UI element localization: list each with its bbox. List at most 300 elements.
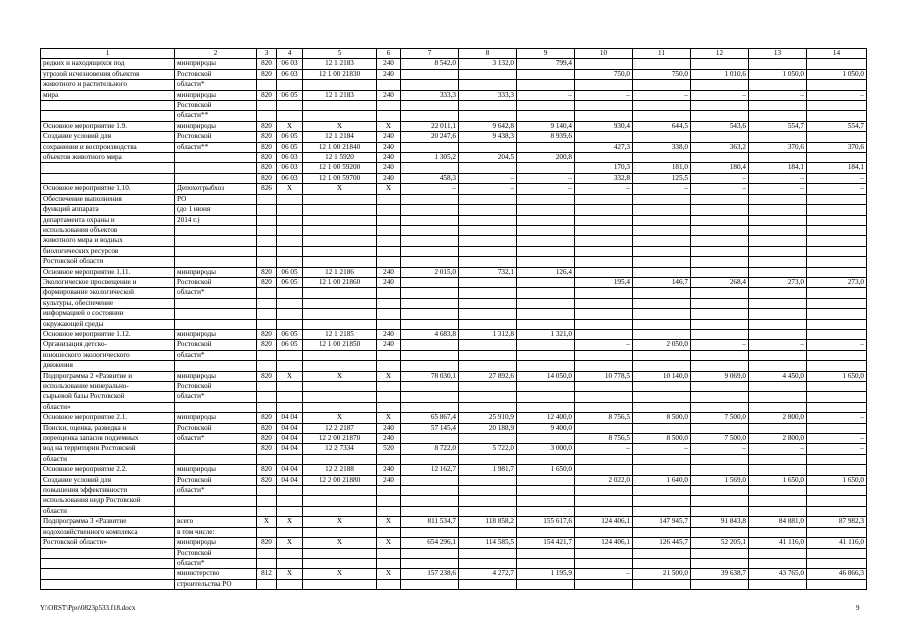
cell-col-1: угрозой исчезновения объектов [41, 69, 175, 79]
cell-col-10 [575, 579, 633, 589]
column-number-row [41, 49, 867, 59]
cell-col-2: минприроды [175, 465, 257, 475]
cell-col-1: Основное мероприятие 1.10. [41, 184, 175, 194]
cell-col-6: 240 [377, 173, 401, 183]
cell-col-3 [257, 382, 277, 392]
cell-col-4: 06 03 [277, 153, 303, 163]
cell-col-10: 170,3 [575, 163, 633, 173]
cell-col-5 [303, 80, 377, 90]
cell-col-14: 1 050,0 [807, 69, 867, 79]
cell-col-14 [807, 527, 867, 537]
cell-col-8 [459, 558, 517, 568]
cell-col-5 [303, 319, 377, 329]
cell-col-12 [691, 382, 749, 392]
cell-col-14 [807, 392, 867, 402]
cell-col-14 [807, 59, 867, 69]
cell-col-8 [459, 496, 517, 506]
cell-col-14 [807, 496, 867, 506]
cell-col-1: использование минерально- [41, 382, 175, 392]
cell-col-11 [633, 309, 691, 319]
cell-col-10 [575, 288, 633, 298]
cell-col-5 [303, 225, 377, 235]
cell-col-12 [691, 246, 749, 256]
cell-col-12 [691, 101, 749, 111]
table-row [41, 548, 867, 558]
cell-col-2: области* [175, 80, 257, 90]
cell-col-8 [459, 215, 517, 225]
cell-col-6 [377, 80, 401, 90]
table-row [41, 153, 867, 163]
cell-col-7 [401, 142, 459, 152]
cell-col-10: 124 406,1 [575, 538, 633, 548]
cell-col-8: 1 312,8 [459, 329, 517, 339]
cell-col-5 [303, 236, 377, 246]
table-row [41, 142, 867, 152]
cell-col-13 [749, 423, 807, 433]
cell-col-12 [691, 215, 749, 225]
cell-col-5 [303, 257, 377, 267]
cell-col-6: 240 [377, 153, 401, 163]
cell-col-6 [377, 194, 401, 204]
cell-col-10 [575, 486, 633, 496]
cell-col-7: 12 162,7 [401, 465, 459, 475]
cell-col-5: 12 1 2186 [303, 267, 377, 277]
cell-col-9 [517, 558, 575, 568]
cell-col-12: 543,6 [691, 121, 749, 131]
cell-col-7 [401, 277, 459, 287]
cell-col-12 [691, 486, 749, 496]
cell-col-6: 240 [377, 59, 401, 69]
cell-col-9 [517, 101, 575, 111]
cell-col-13: 1 050,0 [749, 69, 807, 79]
cell-col-4 [277, 527, 303, 537]
cell-col-12: 1 569,0 [691, 475, 749, 485]
cell-col-12 [691, 579, 749, 589]
cell-col-2 [175, 319, 257, 329]
cell-col-14 [807, 506, 867, 516]
cell-col-6 [377, 309, 401, 319]
cell-col-10 [575, 506, 633, 516]
cell-col-7 [401, 215, 459, 225]
cell-col-12: 7 500,0 [691, 413, 749, 423]
cell-col-5 [303, 579, 377, 589]
cell-col-2: Ростовской [175, 475, 257, 485]
cell-col-6 [377, 257, 401, 267]
table-row [41, 413, 867, 423]
cell-col-1: Основное мероприятие 2.2. [41, 465, 175, 475]
cell-col-14: 184,1 [807, 163, 867, 173]
cell-col-13 [749, 59, 807, 69]
cell-col-11 [633, 236, 691, 246]
cell-col-10 [575, 298, 633, 308]
cell-col-13 [749, 465, 807, 475]
cell-col-12 [691, 319, 749, 329]
cell-col-7 [401, 340, 459, 350]
cell-col-11: 21 500,0 [633, 569, 691, 579]
table-row [41, 90, 867, 100]
cell-col-14 [807, 215, 867, 225]
cell-col-8: 1 981,7 [459, 465, 517, 475]
cell-col-11 [633, 454, 691, 464]
cell-col-9 [517, 350, 575, 360]
table-row [41, 402, 867, 412]
cell-col-13: – [749, 90, 807, 100]
cell-col-13 [749, 329, 807, 339]
cell-col-12 [691, 465, 749, 475]
cell-col-5 [303, 454, 377, 464]
cell-col-4: X [277, 121, 303, 131]
cell-col-3 [257, 350, 277, 360]
cell-col-10: 2 022,0 [575, 475, 633, 485]
cell-col-1 [41, 579, 175, 589]
cell-col-3 [257, 225, 277, 235]
cell-col-4 [277, 558, 303, 568]
cell-col-10 [575, 496, 633, 506]
cell-col-2: строительства РО [175, 579, 257, 589]
cell-col-7 [401, 382, 459, 392]
cell-col-12 [691, 527, 749, 537]
cell-col-10 [575, 236, 633, 246]
cell-col-2: Ростовской [175, 423, 257, 433]
cell-col-8 [459, 392, 517, 402]
cell-col-8 [459, 205, 517, 215]
cell-col-2: области** [175, 142, 257, 152]
cell-col-3 [257, 361, 277, 371]
cell-col-3: 812 [257, 569, 277, 579]
cell-col-8: – [459, 184, 517, 194]
cell-col-13: 370,6 [749, 142, 807, 152]
cell-col-14: 1 650,0 [807, 371, 867, 381]
cell-col-13 [749, 80, 807, 90]
table-row [41, 361, 867, 371]
cell-col-7 [401, 194, 459, 204]
cell-col-7 [401, 309, 459, 319]
cell-col-9 [517, 527, 575, 537]
cell-col-4 [277, 382, 303, 392]
cell-col-3 [257, 246, 277, 256]
cell-col-5: 12 2 2187 [303, 423, 377, 433]
cell-col-2 [175, 173, 257, 183]
cell-col-5: 12 2 7334 [303, 444, 377, 454]
table-row [41, 184, 867, 194]
cell-col-2 [175, 298, 257, 308]
cell-col-14 [807, 329, 867, 339]
cell-col-1: животного и растительного [41, 80, 175, 90]
cell-col-11 [633, 579, 691, 589]
cell-col-11 [633, 402, 691, 412]
cell-col-13 [749, 194, 807, 204]
cell-col-12: 9 069,0 [691, 371, 749, 381]
cell-col-9 [517, 288, 575, 298]
table-row [41, 121, 867, 131]
cell-col-14: 41 116,0 [807, 538, 867, 548]
cell-col-13 [749, 454, 807, 464]
cell-col-7: 8 542,0 [401, 59, 459, 69]
cell-col-6 [377, 527, 401, 537]
cell-col-8 [459, 527, 517, 537]
cell-col-6 [377, 361, 401, 371]
cell-col-1 [41, 569, 175, 579]
cell-col-4 [277, 80, 303, 90]
cell-col-4: 06 05 [277, 340, 303, 350]
cell-col-10: – [575, 569, 633, 579]
cell-col-13 [749, 225, 807, 235]
cell-col-13 [749, 350, 807, 360]
cell-col-9 [517, 246, 575, 256]
cell-col-5: 12 1 00 59700 [303, 173, 377, 183]
cell-col-11 [633, 59, 691, 69]
cell-col-10 [575, 225, 633, 235]
cell-col-4 [277, 319, 303, 329]
cell-col-14 [807, 153, 867, 163]
cell-col-13: 41 116,0 [749, 538, 807, 548]
cell-col-7 [401, 454, 459, 464]
cell-col-9 [517, 392, 575, 402]
cell-col-2: минприроды [175, 59, 257, 69]
cell-col-12 [691, 111, 749, 121]
cell-col-13 [749, 236, 807, 246]
cell-col-5: X [303, 184, 377, 194]
cell-col-11 [633, 205, 691, 215]
cell-col-2 [175, 454, 257, 464]
cell-col-12 [691, 350, 749, 360]
cell-col-9 [517, 225, 575, 235]
cell-col-1: использования объектов [41, 225, 175, 235]
cell-col-12: – [691, 340, 749, 350]
cell-col-9 [517, 80, 575, 90]
cell-col-10: 8 756,5 [575, 413, 633, 423]
cell-col-12 [691, 423, 749, 433]
cell-col-6 [377, 486, 401, 496]
cell-col-4 [277, 454, 303, 464]
cell-col-10 [575, 267, 633, 277]
cell-col-1: формирование экологической [41, 288, 175, 298]
document-file-path: Y:\ORST\Ppo\0823p533.f18.docx [40, 604, 136, 612]
cell-col-3: 820 [257, 121, 277, 131]
cell-col-9 [517, 277, 575, 287]
cell-col-4: 06 05 [277, 142, 303, 152]
cell-col-6: X [377, 413, 401, 423]
cell-col-1 [41, 173, 175, 183]
cell-col-9 [517, 434, 575, 444]
cell-col-3 [257, 215, 277, 225]
cell-col-11 [633, 153, 691, 163]
cell-col-13 [749, 288, 807, 298]
cell-col-5: 12 1 00 21850 [303, 340, 377, 350]
cell-col-9: 8 939,6 [517, 132, 575, 142]
cell-col-4 [277, 392, 303, 402]
cell-col-6: 240 [377, 340, 401, 350]
cell-col-5 [303, 246, 377, 256]
cell-col-5 [303, 288, 377, 298]
cell-col-14 [807, 298, 867, 308]
cell-col-9 [517, 142, 575, 152]
cell-col-3 [257, 205, 277, 215]
cell-col-5: 5 [303, 49, 377, 59]
table-row [41, 163, 867, 173]
cell-col-7: 65 867,4 [401, 413, 459, 423]
cell-col-4 [277, 194, 303, 204]
cell-col-12 [691, 225, 749, 235]
cell-col-11 [633, 257, 691, 267]
cell-col-9: – [517, 90, 575, 100]
cell-col-6: 240 [377, 267, 401, 277]
cell-col-11 [633, 496, 691, 506]
cell-col-10 [575, 423, 633, 433]
cell-col-12: 7 500,0 [691, 434, 749, 444]
cell-col-11 [633, 288, 691, 298]
cell-col-10 [575, 80, 633, 90]
cell-col-6: 240 [377, 423, 401, 433]
cell-col-4 [277, 548, 303, 558]
cell-col-1 [41, 111, 175, 121]
cell-col-7 [401, 236, 459, 246]
cell-col-2: минприроды [175, 121, 257, 131]
cell-col-11: 644,5 [633, 121, 691, 131]
cell-col-5 [303, 215, 377, 225]
cell-col-8 [459, 80, 517, 90]
table-row [41, 101, 867, 111]
cell-col-8: 25 910,9 [459, 413, 517, 423]
cell-col-10 [575, 454, 633, 464]
cell-col-12: 52 205,1 [691, 538, 749, 548]
cell-col-7 [401, 80, 459, 90]
table-row [41, 340, 867, 350]
cell-col-6 [377, 558, 401, 568]
cell-col-14: 1 650,0 [807, 475, 867, 485]
cell-col-3: 820 [257, 132, 277, 142]
cell-col-9: 799,4 [517, 59, 575, 69]
cell-col-7: 22 011,1 [401, 121, 459, 131]
cell-col-12 [691, 257, 749, 267]
cell-col-9: – [517, 173, 575, 183]
cell-col-11: 146,7 [633, 277, 691, 287]
cell-col-14 [807, 225, 867, 235]
cell-col-9 [517, 486, 575, 496]
cell-col-7 [401, 402, 459, 412]
cell-col-3: 820 [257, 465, 277, 475]
cell-col-10 [575, 548, 633, 558]
cell-col-1: Основное мероприятие 1.12. [41, 329, 175, 339]
table-row [41, 69, 867, 79]
cell-col-3: 820 [257, 277, 277, 287]
cell-col-12 [691, 392, 749, 402]
cell-col-8 [459, 475, 517, 485]
cell-col-2 [175, 309, 257, 319]
cell-col-4 [277, 350, 303, 360]
cell-col-8 [459, 454, 517, 464]
cell-col-13: – [749, 173, 807, 183]
cell-col-12 [691, 288, 749, 298]
cell-col-11 [633, 101, 691, 111]
cell-col-2 [175, 361, 257, 371]
cell-col-14 [807, 132, 867, 142]
cell-col-2 [175, 402, 257, 412]
cell-col-4 [277, 101, 303, 111]
cell-col-6: X [377, 569, 401, 579]
cell-col-10 [575, 132, 633, 142]
cell-col-4: 06 05 [277, 90, 303, 100]
cell-col-1: переоценка запасов подземных [41, 434, 175, 444]
cell-col-1: сырьевой базы Ростовской [41, 392, 175, 402]
cell-col-4 [277, 309, 303, 319]
table-row [41, 506, 867, 516]
cell-col-12 [691, 132, 749, 142]
cell-col-4 [277, 257, 303, 267]
cell-col-10 [575, 215, 633, 225]
cell-col-8 [459, 111, 517, 121]
cell-col-3: 820 [257, 267, 277, 277]
cell-col-10: – [575, 184, 633, 194]
cell-col-8 [459, 402, 517, 412]
cell-col-13: – [749, 444, 807, 454]
cell-col-13 [749, 382, 807, 392]
cell-col-1 [41, 101, 175, 111]
table-row [41, 496, 867, 506]
cell-col-7 [401, 288, 459, 298]
cell-col-8 [459, 246, 517, 256]
cell-col-5 [303, 506, 377, 516]
cell-col-6: X [377, 517, 401, 527]
cell-col-14: 87 982,3 [807, 517, 867, 527]
cell-col-10: 195,4 [575, 277, 633, 287]
cell-col-13: 43 765,0 [749, 569, 807, 579]
cell-col-1: 1 [41, 49, 175, 59]
cell-col-5 [303, 402, 377, 412]
cell-col-5 [303, 194, 377, 204]
cell-col-11: 125,5 [633, 173, 691, 183]
cell-col-10: – [575, 444, 633, 454]
cell-col-3: 820 [257, 59, 277, 69]
cell-col-7 [401, 101, 459, 111]
cell-col-13 [749, 548, 807, 558]
cell-col-2 [175, 444, 257, 454]
cell-col-4: 04 04 [277, 444, 303, 454]
table-row [41, 288, 867, 298]
cell-col-11 [633, 548, 691, 558]
cell-col-2: области* [175, 392, 257, 402]
cell-col-13 [749, 132, 807, 142]
cell-col-3 [257, 506, 277, 516]
cell-col-10: – [575, 340, 633, 350]
cell-col-9 [517, 111, 575, 121]
cell-col-10: 124 406,1 [575, 517, 633, 527]
cell-col-3: 820 [257, 444, 277, 454]
cell-col-14 [807, 236, 867, 246]
cell-col-4 [277, 288, 303, 298]
cell-col-3 [257, 496, 277, 506]
cell-col-1: повышения эффективности [41, 486, 175, 496]
cell-col-14 [807, 267, 867, 277]
cell-col-14 [807, 558, 867, 568]
cell-col-4: 04 04 [277, 413, 303, 423]
cell-col-2: минприроды [175, 90, 257, 100]
cell-col-1: Ростовской области» [41, 538, 175, 548]
cell-col-3: 820 [257, 153, 277, 163]
cell-col-13 [749, 361, 807, 371]
cell-col-7: – [401, 184, 459, 194]
cell-col-1: информацией о состоянии [41, 309, 175, 319]
cell-col-1: окружающей среды [41, 319, 175, 329]
cell-col-5 [303, 382, 377, 392]
cell-col-8 [459, 434, 517, 444]
cell-col-2: области* [175, 486, 257, 496]
cell-col-1: области [41, 454, 175, 464]
cell-col-1: сохранения и воспроизводства [41, 142, 175, 152]
cell-col-8 [459, 309, 517, 319]
cell-col-1 [41, 558, 175, 568]
cell-col-5: X [303, 569, 377, 579]
